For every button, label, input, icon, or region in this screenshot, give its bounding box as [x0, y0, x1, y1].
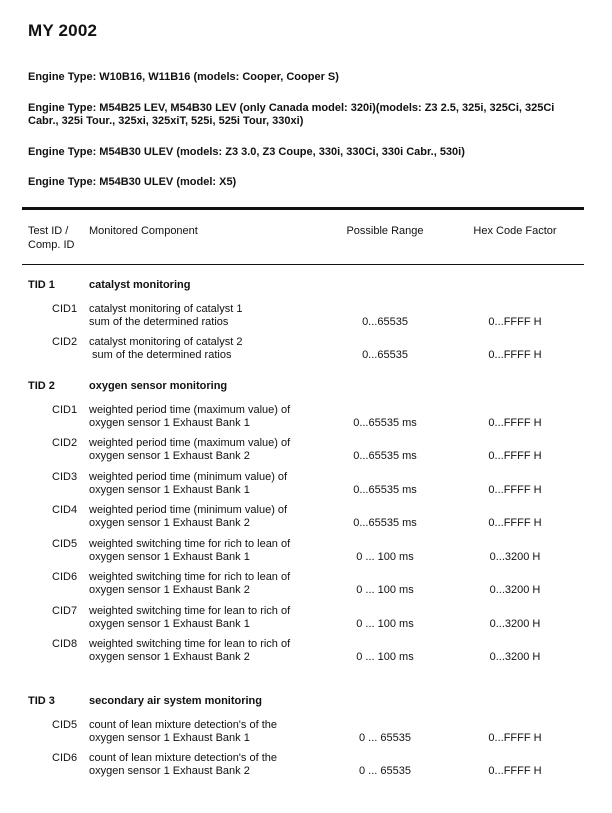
hex-value: 0...FFFF H	[488, 316, 542, 328]
range-value: 0...65535 ms	[353, 450, 417, 462]
hex-value: 0...FFFF H	[488, 450, 542, 462]
component-line1: weighted period time (minimum value) of	[89, 471, 288, 483]
range-value: 0 ... 65535	[359, 765, 411, 777]
tid-label: TID 2	[28, 380, 55, 392]
component-line1: catalyst monitoring of catalyst 2	[89, 336, 243, 348]
component-desc	[89, 336, 339, 362]
component-line2: sum of the determined ratios	[89, 316, 229, 328]
header-range: Possible Range	[346, 225, 424, 237]
range-value: 0...65535 ms	[353, 484, 417, 496]
engine-type-4: Engine Type: M54B30 ULEV (model: X5)	[28, 176, 237, 188]
hex-value: 0...FFFF H	[488, 765, 542, 777]
hex-value: 0...FFFF H	[488, 484, 542, 496]
component-line2: sum of the determined ratios	[89, 349, 232, 361]
range-value: 0 ... 65535	[359, 732, 411, 744]
component-desc	[89, 471, 339, 497]
component-line1: weighted period time (maximum value) of	[89, 404, 291, 416]
cid-label: CID1	[52, 303, 78, 315]
hex-value: 0...3200 H	[489, 551, 541, 563]
component-line2: oxygen sensor 1 Exhaust Bank 2	[89, 765, 250, 777]
hex-value: 0...FFFF H	[488, 417, 542, 429]
component-desc	[89, 752, 339, 778]
tid-name: catalyst monitoring	[89, 279, 191, 291]
component-desc	[89, 437, 339, 463]
component-desc	[89, 538, 339, 564]
cid-label: CID8	[52, 638, 78, 650]
component-line2: oxygen sensor 1 Exhaust Bank 1	[89, 732, 250, 744]
component-line2: oxygen sensor 1 Exhaust Bank 1	[89, 551, 250, 563]
tid-label: TID 1	[28, 279, 55, 291]
cid-label: CID6	[52, 752, 78, 764]
engine-type-3: Engine Type: M54B30 ULEV (models: Z3 3.0, Z3 Coupe, 330i, 330Ci, 330i Cabr., 530i)	[28, 146, 465, 158]
engine-type-1: Engine Type: W10B16, W11B16 (models: Cooper, Cooper S)	[28, 71, 339, 83]
hex-value: 0...FFFF H	[488, 349, 542, 361]
header-hex: Hex Code Factor	[473, 225, 557, 237]
component-line2: oxygen sensor 1 Exhaust Bank 2	[89, 651, 250, 663]
tid-label: TID 3	[28, 695, 55, 707]
component-line1: weighted period time (minimum value) of	[89, 504, 288, 516]
range-value: 0 ... 100 ms	[356, 618, 414, 630]
header-test-id-line1: Test ID /	[28, 225, 69, 237]
component-line2: oxygen sensor 1 Exhaust Bank 1	[89, 484, 250, 496]
hex-value: 0...FFFF H	[488, 732, 542, 744]
component-line1: weighted period time (maximum value) of	[89, 437, 291, 449]
cid-label: CID7	[52, 605, 78, 617]
component-line1: weighted switching time for rich to lean of	[89, 538, 291, 550]
header-test-id-line2: Comp. ID	[28, 239, 75, 251]
range-value: 0...65535 ms	[353, 417, 417, 429]
component-line2: oxygen sensor 1 Exhaust Bank 2	[89, 450, 250, 462]
component-desc	[89, 719, 339, 745]
engine-type-2: Engine Type: M54B25 LEV, M54B30 LEV (only Canada model: 320i)(models: Z3 2.5, 325i, 325Ci, 325Ci Cabr., 325i Tour., 325xi, 325xiT, 525i, 525i Tour, 330xi)	[28, 102, 555, 127]
component-line2: oxygen sensor 1 Exhaust Bank 2	[89, 517, 250, 529]
component-desc	[89, 504, 339, 530]
component-line2: oxygen sensor 1 Exhaust Bank 1	[89, 618, 250, 630]
component-line2: oxygen sensor 1 Exhaust Bank 2	[89, 584, 250, 596]
cid-label: CID4	[52, 504, 78, 516]
hex-value: 0...3200 H	[489, 584, 541, 596]
range-value: 0...65535	[362, 316, 408, 328]
component-line1: count of lean mixture detection's of the	[89, 719, 277, 731]
cid-label: CID3	[52, 471, 78, 483]
cid-label: CID6	[52, 571, 78, 583]
component-line1: weighted switching time for lean to rich of	[89, 638, 291, 650]
hex-value: 0...3200 H	[489, 618, 541, 630]
component-line1: catalyst monitoring of catalyst 1	[89, 303, 243, 315]
component-desc	[89, 571, 339, 597]
range-value: 0...65535 ms	[353, 517, 417, 529]
component-line1: weighted switching time for rich to lean of	[89, 571, 291, 583]
tid-name: oxygen sensor monitoring	[89, 380, 228, 392]
component-desc	[89, 638, 339, 664]
page-title: MY 2002	[28, 21, 98, 40]
component-line1: count of lean mixture detection's of the	[89, 752, 277, 764]
component-desc	[89, 404, 339, 430]
range-value: 0 ... 100 ms	[356, 584, 414, 596]
hex-value: 0...FFFF H	[488, 517, 542, 529]
cid-label: CID2	[52, 437, 78, 449]
cid-label: CID1	[52, 404, 78, 416]
range-value: 0 ... 100 ms	[356, 551, 414, 563]
component-desc	[89, 303, 339, 329]
tid-name: secondary air system monitoring	[89, 695, 262, 707]
header-component: Monitored Component	[89, 225, 198, 237]
cid-label: CID5	[52, 719, 78, 731]
range-value: 0 ... 100 ms	[356, 651, 414, 663]
component-line1: weighted switching time for lean to rich of	[89, 605, 291, 617]
component-desc	[89, 605, 339, 631]
cid-label: CID5	[52, 538, 78, 550]
range-value: 0...65535	[362, 349, 408, 361]
hex-value: 0...3200 H	[489, 651, 541, 663]
cid-label: CID2	[52, 336, 78, 348]
component-line2: oxygen sensor 1 Exhaust Bank 1	[89, 417, 250, 429]
